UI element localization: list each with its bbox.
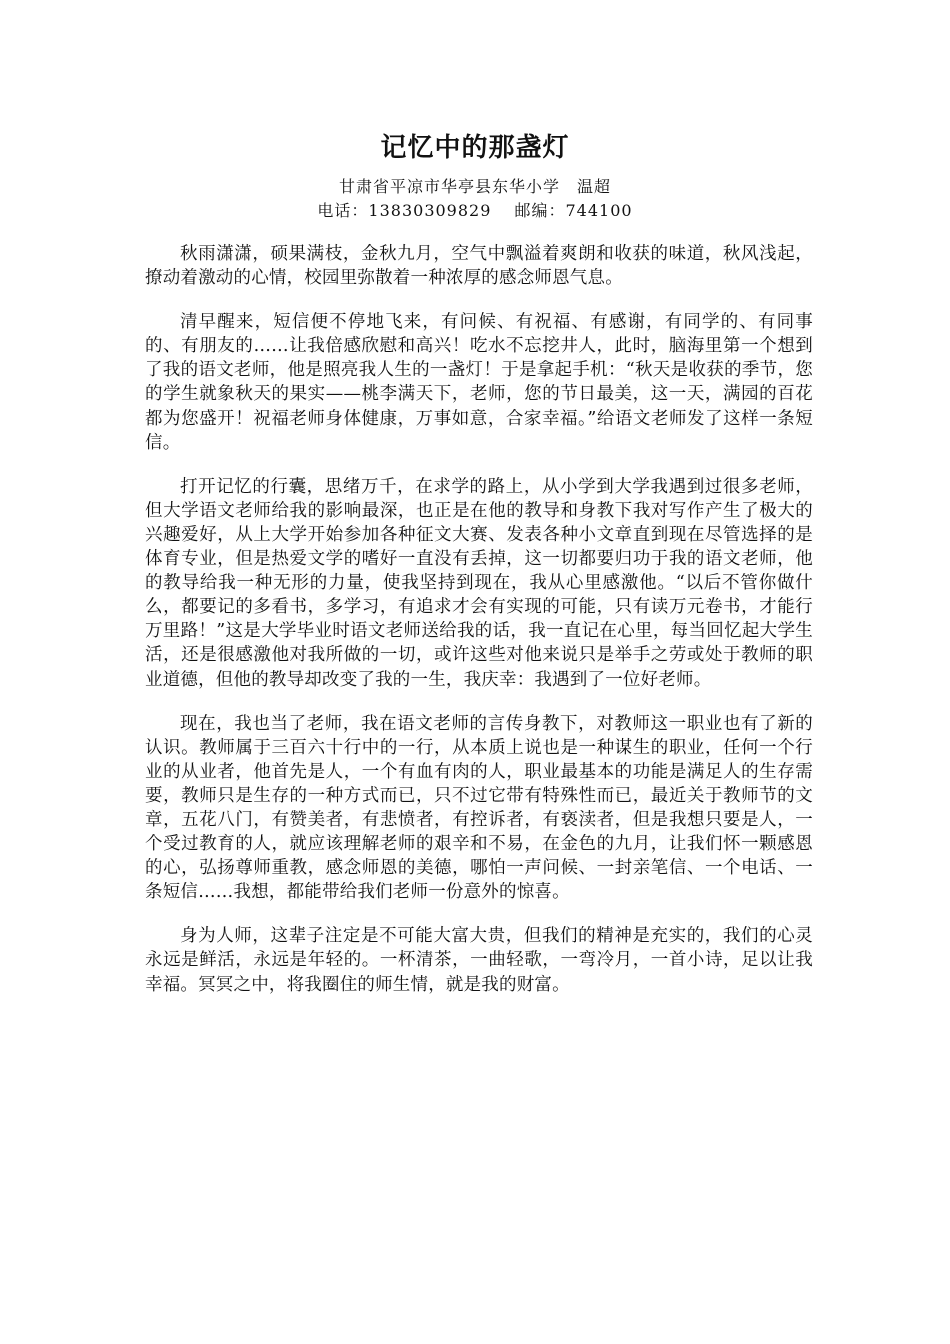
paragraph-1: 秋雨潇潇，硕果满枝，金秋九月，空气中飘溢着爽朗和收获的味道，秋风浅起，撩动着激动的心情，校园里弥散着一种浓厚的感念师恩气息。 — [145, 244, 813, 289]
paragraph-5: 身为人师，这辈子注定是不可能大富大贵，但我们的精神是充实的，我们的心灵永远是鲜活，永远是年轻的。一杯清茶，一曲轻歌，一弯冷月，一首小诗，足以让我幸福。冥冥之中，将我圈住的师生情，就是我的财富。 — [145, 926, 813, 995]
paragraph-4: 现在，我也当了老师，我在语文老师的言传身教下，对教师这一职业也有了新的认识。教师属于三百六十行中的一行，从本质上说也是一种谋生的职业，任何一个行业的从业者，他首先是人，一个有血有肉的人，职业最基本的功能是满足人的生存需要，教师只是生存的一种方式而已，只不过它带有特殊性而已，最近关于教师节的文章，五花八门，有赞美者，有悲愤者，有控诉者，有亵渎者，但是我想只要是人，一个受过教育的人，就应该理解老师的艰辛和不易，在金色的九月，让我们怀一颗感恩的心，弘扬尊师重教，感念师恩的美德，哪怕一声问候、一封亲笔信、一个电话、一条短信……我想，都能带给我们老师一份意外的惊喜。 — [145, 713, 813, 903]
author-line: 甘肃省平凉市华亭县东华小学 温超 — [338, 177, 611, 196]
document-title: 记忆中的那盏灯 — [380, 133, 570, 163]
paragraph-2: 清早醒来，短信便不停地飞来，有问候、有祝福、有感谢，有同学的、有同事的、有朋友的……让我倍感欣慰和高兴！吃水不忘挖井人，此时，脑海里第一个想到了我的语文老师，他是照亮我人生的一盏灯！于是拿起手机：“秋天是收获的季节，您的学生就象秋天的果实——桃李满天下，老师，您的节日最美，这一天，满园的百花都为您盛开！祝福老师身体健康，万事如意，合家幸福。”给语文老师发了这样一条短信。 — [145, 312, 813, 453]
paragraph-3: 打开记忆的行囊，思绪万千，在求学的路上，从小学到大学我遇到过很多老师，但大学语文老师给我的影响最深，也正是在他的教导和身教下我对写作产生了极大的兴趣爱好，从上大学开始参加各种征文大赛、发表各种小文章直到现在尽管选择的是体育专业，但是热爱文学的嗜好一直没有丢掉，这一切都要归功于我的语文老师，他的教导给我一种无形的力量，使我坚持到现在，我从心里感激他。“以后不管你做什么，都要记的多看书，多学习，有追求才会有实现的可能，只有读万元卷书，才能行万里路！”这是大学毕业时语文老师送给我的话，我一直记在心里，每当回忆起大学生活，还是很感激他对我所做的一切，或许这些对他来说只是举手之劳或处于教师的职业道德，但他的教导却改变了我的一生，我庆幸：我遇到了一位好老师。 — [145, 476, 813, 690]
document-body — [145, 242, 813, 1017]
contact-line: 电话：13830309829 邮编：744100 — [317, 201, 633, 220]
